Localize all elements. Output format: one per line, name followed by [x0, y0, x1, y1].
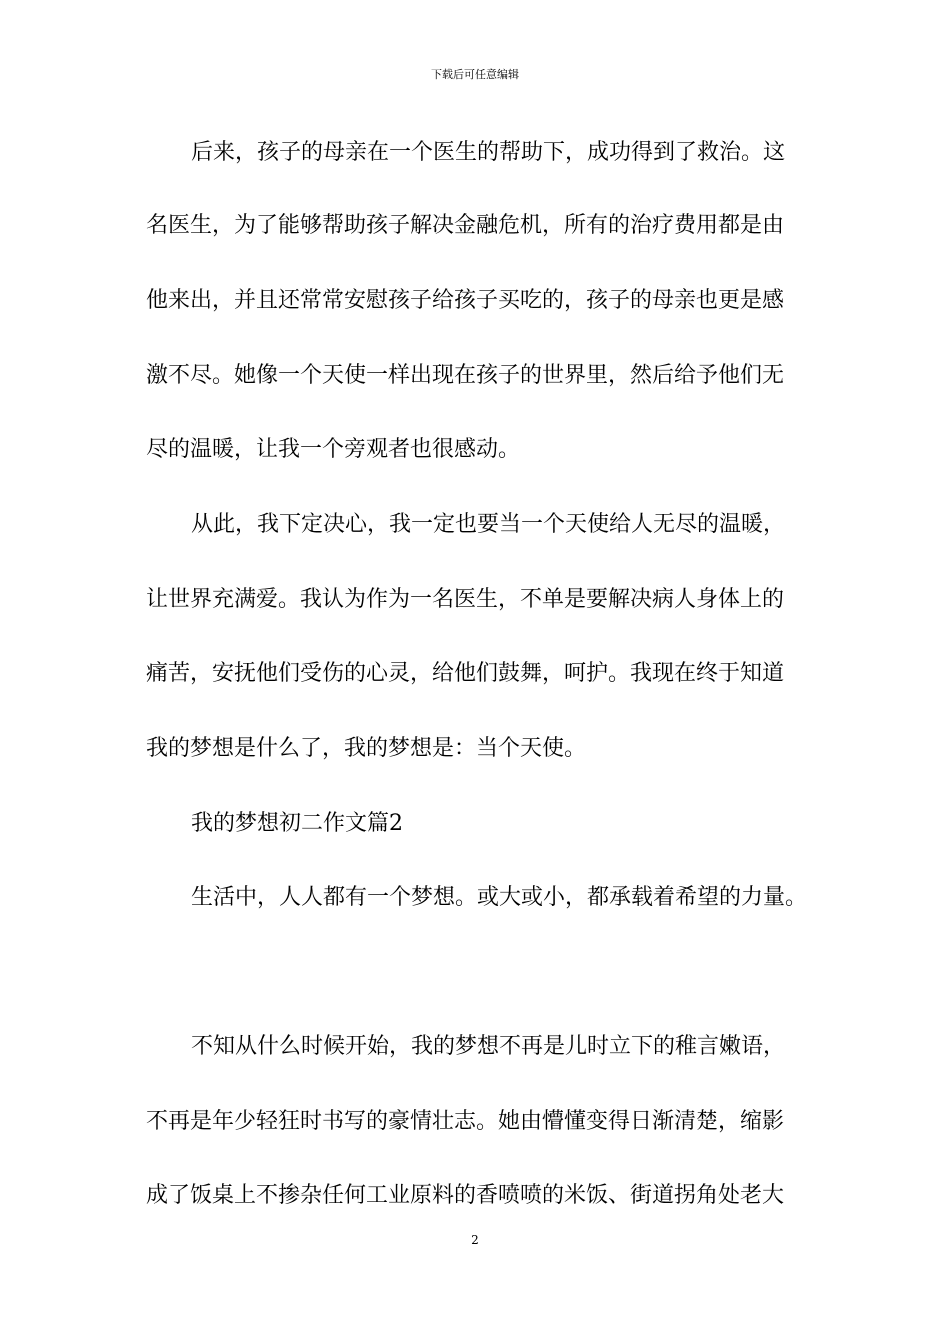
paragraph-line: 成了饭桌上不掺杂任何工业原料的香喷喷的米饭、街道拐角处老大 — [146, 1183, 785, 1208]
paragraph-line: 后来，孩子的母亲在一个医生的帮助下，成功得到了救治。这 — [191, 140, 786, 165]
paragraph-line: 激不尽。她像一个天使一样出现在孩子的世界里，然后给予他们无 — [146, 363, 785, 388]
paragraph-line: 让世界充满爱。我认为作为一名医生，不单是要解决病人身体上的 — [146, 587, 785, 612]
paragraph-line: 生活中，人人都有一个梦想。或大或小，都承载着希望的力量。 — [191, 885, 808, 910]
section-heading: 我的梦想初二作文篇2 — [191, 811, 403, 836]
paragraph-line: 我的梦想是什么了，我的梦想是：当个天使。 — [146, 736, 587, 761]
paragraph-line: 尽的温暖，让我一个旁观者也很感动。 — [146, 437, 521, 462]
paragraph-line: 痛苦，安抚他们受伤的心灵，给他们鼓舞，呵护。我现在终于知道 — [146, 661, 785, 686]
paragraph-line: 不再是年少轻狂时书写的豪情壮志。她由懵懂变得日渐清楚，缩影 — [146, 1109, 785, 1134]
paragraph-line: 他来出，并且还常常安慰孩子给孩子买吃的，孩子的母亲也更是感 — [146, 288, 785, 313]
page-number: 2 — [471, 1233, 479, 1247]
paragraph-line: 从此，我下定决心，我一定也要当一个天使给人无尽的温暖， — [191, 512, 786, 537]
paragraph-line: 名医生，为了能够帮助孩子解决金融危机，所有的治疗费用都是由 — [146, 213, 785, 238]
paragraph-line: 不知从什么时候开始，我的梦想不再是儿时立下的稚言嫩语， — [191, 1034, 786, 1059]
page-header: 下载后可任意编辑 — [431, 68, 519, 81]
